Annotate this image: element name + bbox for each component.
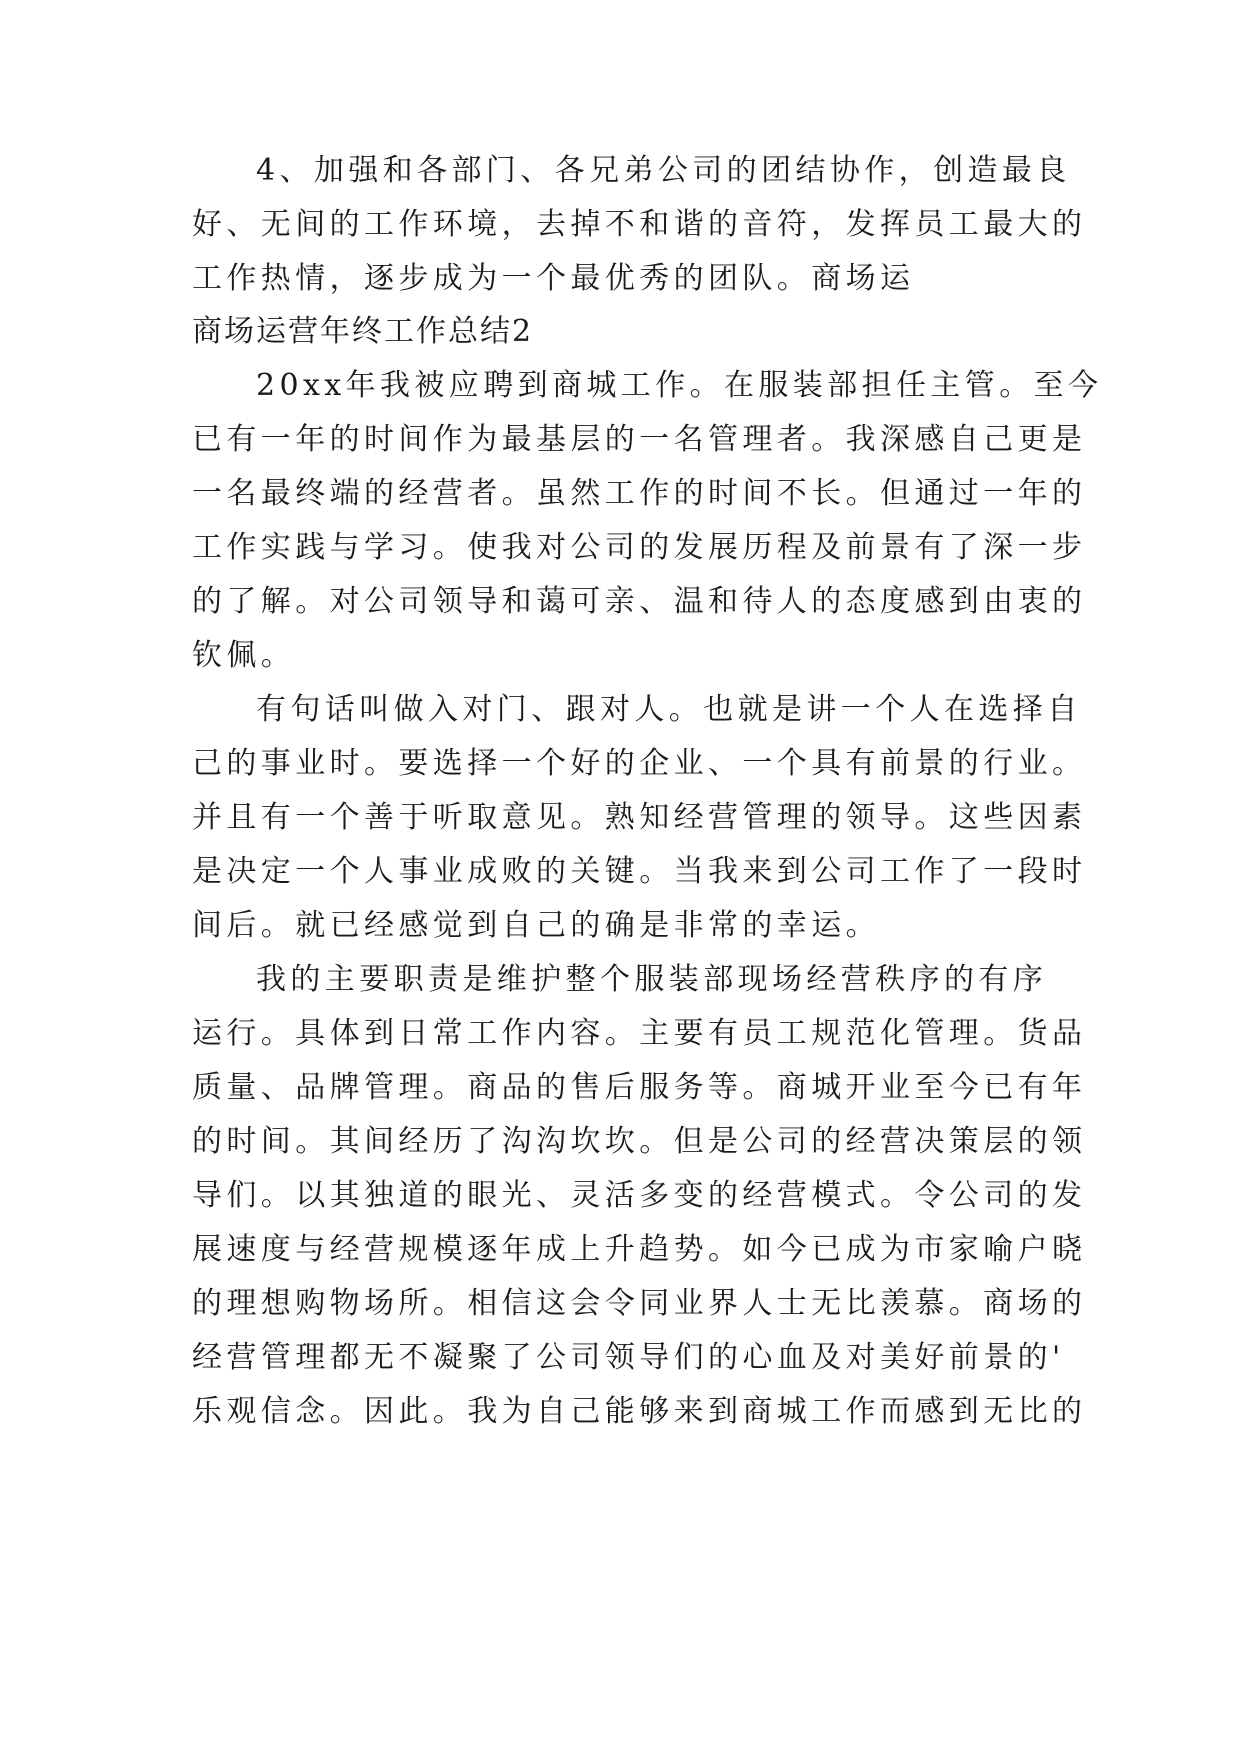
paragraph-line: 钦佩。 xyxy=(192,638,296,673)
paragraph-line: 己的事业时。要选择一个好的企业、一个具有前景的行业。 xyxy=(192,746,1087,781)
paragraph-line: 我的主要职责是维护整个服装部现场经营秩序的有序 xyxy=(256,962,1048,997)
paragraph-line: 的时间。其间经历了沟沟坎坎。但是公司的经营决策层的领 xyxy=(192,1124,1087,1159)
paragraph-line: 乐观信念。因此。我为自己能够来到商城工作而感到无比的 xyxy=(192,1394,1087,1429)
section-heading: 商场运营年终工作总结2 xyxy=(192,314,534,349)
paragraph-line: 间后。就已经感觉到自己的确是非常的幸运。 xyxy=(192,908,880,943)
paragraph-line: 工作实践与学习。使我对公司的发展历程及前景有了深一步 xyxy=(192,530,1087,565)
paragraph-line: 工作热情，逐步成为一个最优秀的团队。商场运 xyxy=(192,261,915,296)
paragraph-line: 是决定一个人事业成败的关键。当我来到公司工作了一段时 xyxy=(192,854,1087,889)
paragraph-line: 导们。以其独道的眼光、灵活多变的经营模式。令公司的发 xyxy=(192,1178,1087,1213)
paragraph-line: 经营管理都无不凝聚了公司领导们的心血及对美好前景的' xyxy=(192,1340,1065,1375)
paragraph-line: 并且有一个善于听取意见。熟知经营管理的领导。这些因素 xyxy=(192,800,1087,835)
paragraph-line: 的了解。对公司领导和蔼可亲、温和待人的态度感到由衷的 xyxy=(192,584,1087,619)
paragraph-line: 4、加强和各部门、各兄弟公司的团结协作，创造最良 xyxy=(256,153,1071,188)
paragraph-line: 好、无间的工作环境，去掉不和谐的音符，发挥员工最大的 xyxy=(192,207,1087,242)
paragraph-line: 有句话叫做入对门、跟对人。也就是讲一个人在选择自 xyxy=(256,692,1082,727)
paragraph-line: 运行。具体到日常工作内容。主要有员工规范化管理。货品 xyxy=(192,1016,1087,1051)
paragraph-line: 已有一年的时间作为最基层的一名管理者。我深感自己更是 xyxy=(192,422,1087,457)
paragraph-line: 20xx年我被应聘到商城工作。在服装部担任主管。至今 xyxy=(256,368,1103,403)
paragraph-line: 质量、品牌管理。商品的售后服务等。商城开业至今已有年 xyxy=(192,1070,1087,1105)
paragraph-line: 展速度与经营规模逐年成上升趋势。如今已成为市家喻户晓 xyxy=(192,1232,1087,1267)
paragraph-line: 的理想购物场所。相信这会令同业界人士无比羡慕。商场的 xyxy=(192,1286,1087,1321)
paragraph-line: 一名最终端的经营者。虽然工作的时间不长。但通过一年的 xyxy=(192,476,1087,511)
